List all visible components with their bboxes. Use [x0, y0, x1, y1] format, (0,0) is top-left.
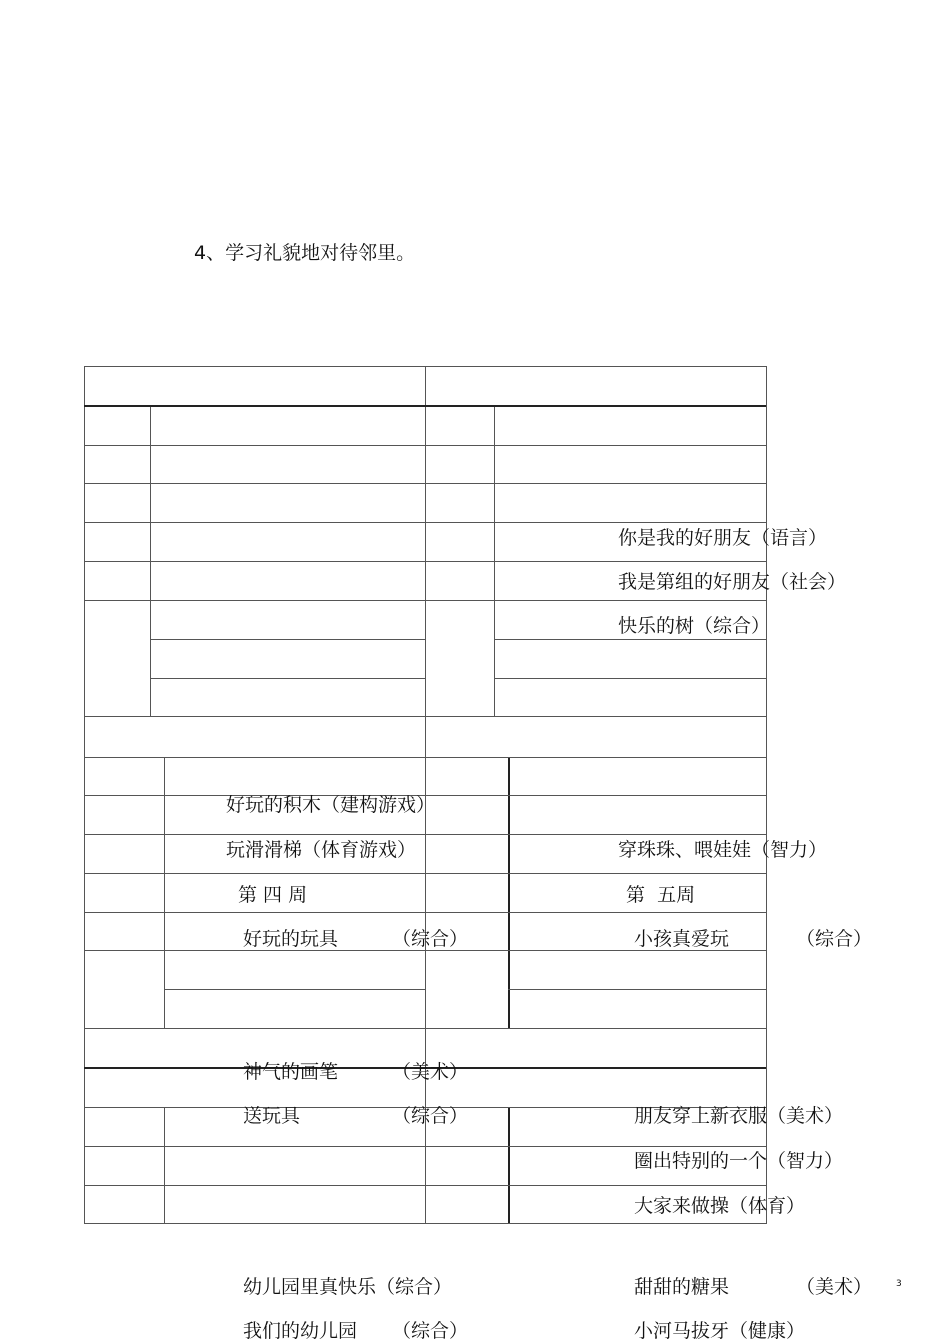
table-rule [84, 716, 766, 717]
table-rule [150, 639, 425, 640]
middle-left-line-2: 玩滑滑梯（体育游戏） [226, 839, 417, 861]
table-rule [508, 989, 766, 990]
table-rule [84, 1146, 766, 1147]
table-rule [84, 912, 766, 913]
table-rule [84, 483, 766, 484]
table-rule [84, 873, 766, 874]
week5-item-1-name: 小孩真爱玩 [634, 928, 730, 950]
table-rule [84, 600, 766, 601]
week5-item-2: 朋友穿上新衣服（美术） [634, 1105, 844, 1127]
table-border-bottom [84, 1223, 766, 1224]
week5-item-5-tag: （美术） [796, 1276, 873, 1298]
week4-item-1-name: 好玩的玩具 [243, 928, 339, 950]
table-border-top [84, 366, 766, 367]
table-rule [84, 1028, 766, 1029]
week4-item-5-tag: （综合） [392, 1320, 469, 1342]
table-divider [164, 757, 165, 1028]
table-rule [494, 678, 766, 679]
week5-item-1-tag: （综合） [796, 928, 873, 950]
table-rule [84, 834, 766, 835]
table-rule [84, 522, 766, 523]
week4-item-2-name: 神气的画笔 [243, 1061, 339, 1083]
week5-item-4: 大家来做操（体育） [634, 1195, 806, 1217]
intro-item: 4、学习礼貌地对待邻里。 [194, 242, 416, 264]
table-rule [164, 989, 425, 990]
table-rule [84, 561, 766, 562]
week4-label: 第 四 周 [238, 884, 308, 906]
table-rule [84, 405, 766, 407]
table-divider [508, 1107, 510, 1224]
table-divider [164, 1107, 165, 1224]
table-divider [508, 757, 510, 1028]
week4-item-1-tag: （综合） [392, 928, 469, 950]
week5-item-3: 圈出特别的一个（智力） [634, 1150, 844, 1172]
table-rule [494, 639, 766, 640]
week5-item-5-name: 甜甜的糖果 [634, 1276, 730, 1298]
week4-item-3-name: 送玩具 [243, 1105, 301, 1127]
table-border-right [766, 366, 767, 1224]
week4-item-2-tag: （美术） [392, 1061, 469, 1083]
upper-right-line-3: 快乐的树（综合） [618, 615, 771, 637]
table-rule [84, 445, 766, 446]
table-rule [84, 757, 766, 758]
upper-right-line-1: 你是我的好朋友（语言） [618, 527, 828, 549]
middle-left-line-1: 好玩的积木（建构游戏） [226, 794, 436, 816]
week5-label: 第 五周 [626, 884, 696, 906]
table-rule [84, 1185, 766, 1186]
week4-item-5-name: 我们的幼儿园 [243, 1320, 358, 1342]
week4-item-4: 幼儿园里真快乐（综合） [243, 1276, 453, 1298]
middle-right-line-1: 穿珠珠、喂娃娃（智力） [618, 839, 828, 861]
page-number: 3 [896, 1279, 902, 1289]
upper-right-line-2: 我是第组的好朋友（社会） [618, 571, 847, 593]
table-rule [150, 678, 425, 679]
week4-item-3-tag: （综合） [392, 1105, 469, 1127]
week5-item-6: 小河马拔牙（健康） [634, 1320, 806, 1342]
